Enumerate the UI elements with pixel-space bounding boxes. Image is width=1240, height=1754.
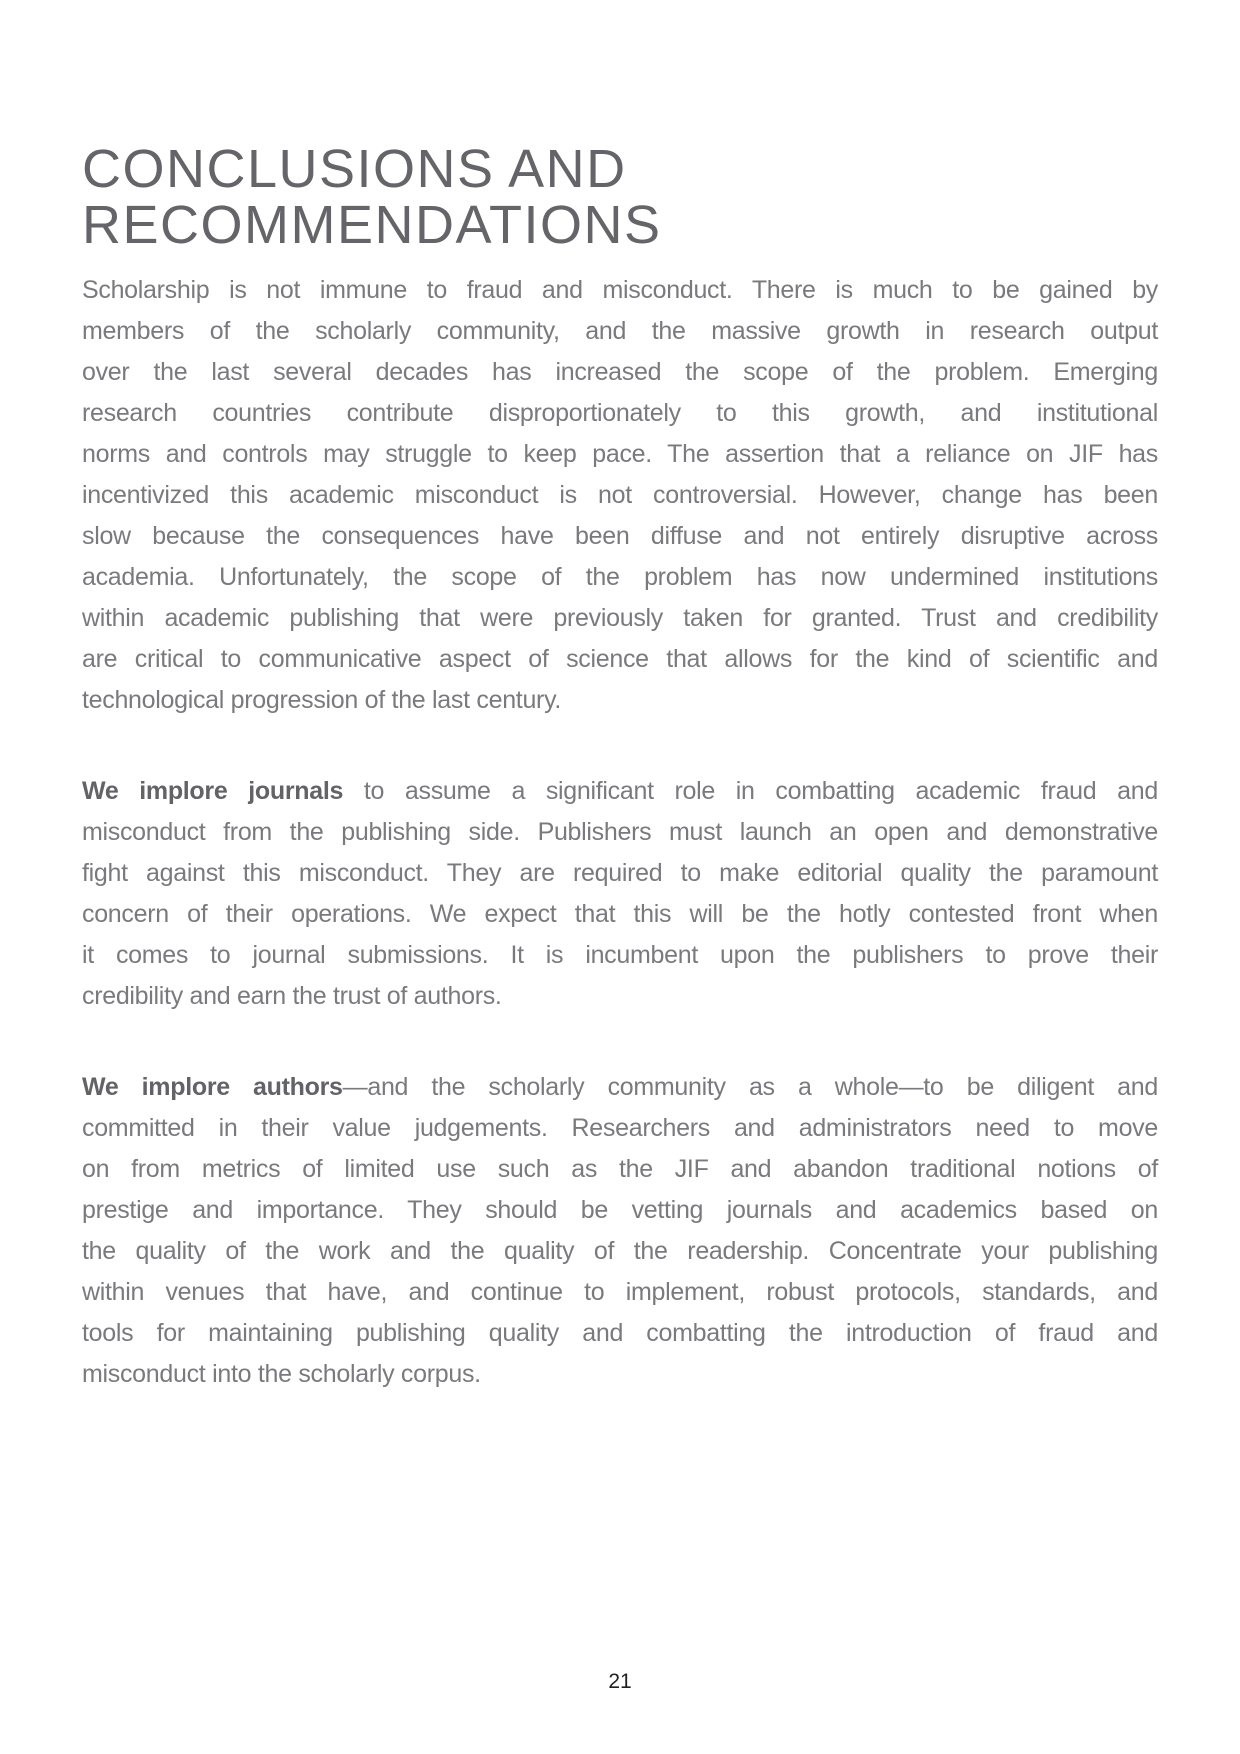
text-line: over the last several decades has increased the scope of the problem. Emerging [82, 358, 1158, 386]
text-line: members of the scholarly community, and the massive growth in research output [82, 317, 1158, 345]
text-line: credibility and earn the trust of authors. [82, 982, 502, 1010]
bold-lead: We implore authors [82, 1073, 343, 1101]
text-line: incentivized this academic misconduct is not controversial. However, change has been [82, 481, 1158, 509]
text-line: are critical to communicative aspect of science that allows for the kind of scientific and [82, 645, 1158, 673]
text-line: slow because the consequences have been diffuse and not entirely disruptive across [82, 522, 1158, 550]
text-line: technological progression of the last century. [82, 686, 562, 714]
text-line: Scholarship is not immune to fraud and misconduct. There is much to be gained by [82, 276, 1158, 304]
paragraph [82, 771, 1158, 1017]
page-title: CONCLUSIONS AND RECOMMENDATIONS [82, 139, 662, 255]
text-line: tools for maintaining publishing quality and combatting the introduction of fraud and [82, 1319, 1158, 1347]
text-line: We implore journals to assume a significant role in combatting academic fraud and [82, 777, 1158, 805]
page-number: 21 [608, 1670, 632, 1693]
text-line: within venues that have, and continue to implement, robust protocols, standards, and [82, 1278, 1158, 1306]
paragraph [82, 1067, 1158, 1395]
text-line: committed in their value judgements. Researchers and administrators need to move [82, 1114, 1158, 1142]
text-line: research countries contribute disproportionately to this growth, and institutional [82, 399, 1158, 427]
text-line: norms and controls may struggle to keep pace. The assertion that a reliance on JIF has [82, 440, 1158, 468]
text-line: on from metrics of limited use such as the JIF and abandon traditional notions of [82, 1155, 1158, 1183]
text-line: within academic publishing that were previously taken for granted. Trust and credibility [82, 604, 1158, 632]
text-line: prestige and importance. They should be vetting journals and academics based on [82, 1196, 1158, 1224]
text-line: misconduct into the scholarly corpus. [82, 1360, 481, 1388]
text-line: fight against this misconduct. They are required to make editorial quality the paramount [82, 859, 1158, 887]
text-line: academia. Unfortunately, the scope of the problem has now undermined institutions [82, 563, 1158, 591]
bold-lead: We implore journals [82, 777, 344, 805]
text-line: We implore authors—and the scholarly community as a whole—to be diligent and [82, 1073, 1158, 1101]
text-line: misconduct from the publishing side. Publishers must launch an open and demonstrative [82, 818, 1158, 846]
paragraph [82, 270, 1158, 721]
body-text [82, 270, 1158, 1395]
text-line: concern of their operations. We expect that this will be the hotly contested front when [82, 900, 1158, 928]
text-line: it comes to journal submissions. It is incumbent upon the publishers to prove their [82, 941, 1158, 969]
text-line: the quality of the work and the quality of the readership. Concentrate your publishing [82, 1237, 1158, 1265]
